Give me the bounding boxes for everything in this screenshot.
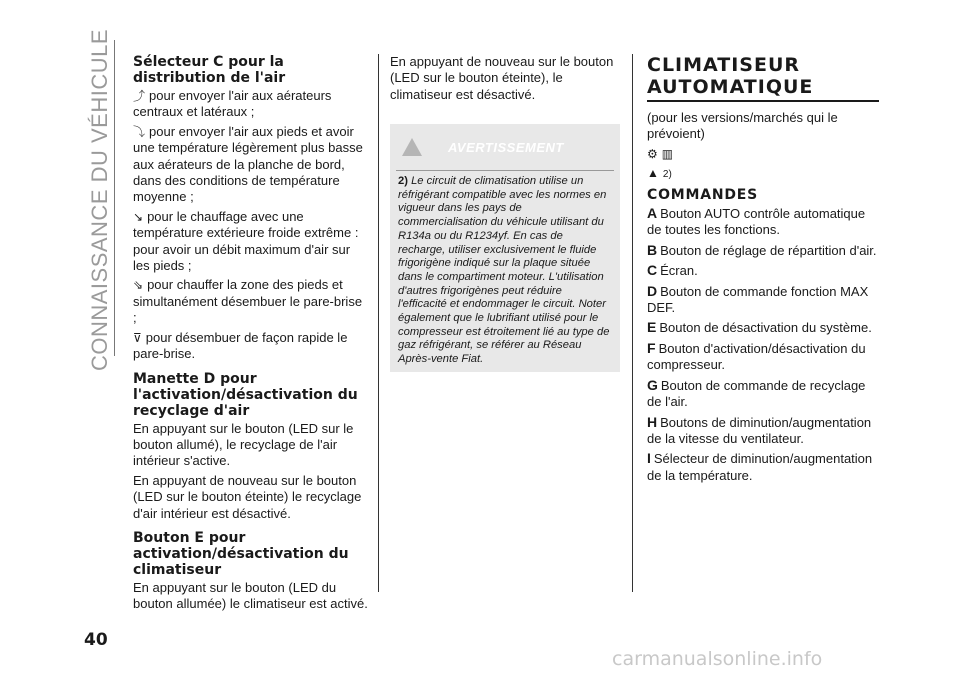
warning-box [390,124,620,372]
heading-ac-button: Bouton E pour activation/désactivation du climatiseur [133,529,349,578]
list-item: ⤴ pour envoyer l'air aux aérateurs centraux et latéraux ; [133,88,332,120]
manual-book-icon: ▥ [661,146,674,161]
version-icons [647,146,879,162]
warning-header [390,124,620,170]
list-item: ⊽ pour désembuer de façon rapide le pare-brise. [133,329,348,362]
paragraph: En appuyant sur le bouton (LED sur le bouton allumé), le recyclage de l'air intérieur s'active. [133,420,354,469]
side-rule [114,40,115,356]
paragraph: En appuyant de nouveau sur le bouton (LED sur le bouton éteinte), le climatiseur est désactivé. [390,54,614,102]
heading-selector-c: Sélecteur C pour la distribution de l'air [133,54,286,86]
list-item: ↘ pour le chauffage avec une température extérieure froide extrême : pour avoir un débit maximum d'air sur les pieds ; [133,208,359,274]
column-2 [390,54,620,106]
commands-heading: COMMANDES [647,186,759,203]
warning-icon [402,138,422,156]
warning-title: AVERTISSEMENT [448,140,564,155]
air-feet-windshield-icon: ⇘ [133,278,144,293]
command-item: C Écran. [647,262,698,279]
column-1 [133,54,369,616]
air-feet-icon: ↘ [133,209,144,224]
air-face-icon: ⤴ [133,89,146,103]
paragraph: En appuyant sur le bouton (LED du bouton allumée) le climatiseur est activé. [133,579,368,612]
command-item: D Bouton de commande fonction MAX DEF. [647,282,869,316]
command-item: F Bouton d'activation/désactivation du compresseur. [647,339,866,373]
defrost-icon: ⊽ [133,330,142,345]
list-item: ⤵ pour envoyer l'air aux pieds et avoir une température légèrement plus basse aux aérateurs de la planche de bord, dans des conditions de température moyenne ; [133,123,363,205]
watermark: carmanualsonline.info [612,648,823,670]
subtitle: (pour les versions/marchés qui le prévoient) [647,110,838,142]
command-item: A Bouton AUTO contrôle automatique de toutes les fonctions. [647,205,866,238]
section-side-title [70,28,130,372]
paragraph: En appuyant de nouveau sur le bouton (LED sur le bouton éteinte) le recyclage d'air intérieur est désactivé. [133,472,362,521]
car-version-icon: ⚙ [647,146,658,161]
command-item: G Bouton de commande de recyclage de l'air. [647,376,866,410]
command-item: E Bouton de désactivation du système. [647,319,872,336]
warning-ref: ▲ 2) [647,166,672,181]
warning-small-icon: ▲ [647,166,659,181]
list-item: ⇘ pour chauffer la zone des pieds et simultanément désembuer le pare-brise ; [133,277,363,326]
command-item: H Boutons de diminution/augmentation de la vitesse du ventilateur. [647,413,872,446]
title-rule [647,100,879,102]
heading-recirculation: Manette D pour l'activation/désactivation du recyclage d'air [133,370,358,419]
air-face-feet-icon: ⤵ [133,124,146,139]
side-title-text: CONNAISSANCE DU VÉHICULE [87,28,112,372]
column-3 [647,54,879,487]
column-divider [632,54,633,592]
section-title: CLIMATISEUR AUTOMATIQUE [647,54,814,98]
command-item: B Bouton de réglage de répartition d'air. [647,241,877,258]
warning-text: 2) Le circuit de climatisation utilise un réfrigérant compatible avec les normes en vigueur dans les pays de commercialisation du véhicule utilisant du R134a ou du R1234yf. En cas de recharge, utiliser exclusivement le fluide frigorigène indiqué sur la plaque située dans le compartiment moteur. L'utilisation d'autres frigorigènes peut réduire l'efficacité et endommager le circuit. Noter également que le lubrifiant utilisé pour le compresseur est étroitement lié au type de gaz réfrigérant, se référer au Réseau Après-vente Fiat. [398,175,610,366]
command-item: I Sélecteur de diminution/augmentation de la température. [647,450,873,483]
column-divider [378,54,379,592]
page-number: 40 [84,630,108,650]
